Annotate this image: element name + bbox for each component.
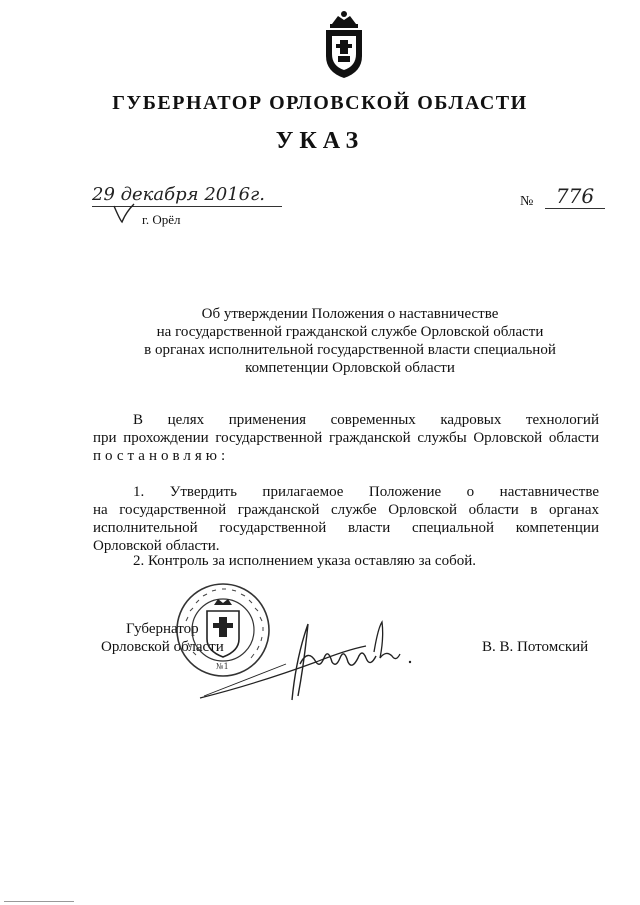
document-type-heading: УКАЗ [275,128,365,154]
item-1-line: 1. Утвердить прилагаемое Положение о наставничестве [133,484,599,500]
item-2-paragraph [93,552,599,570]
item-1-line: Орловской области. [93,538,220,554]
document-title [60,305,640,377]
handwritten-signature [196,618,416,702]
preamble-line: при прохождении государственной гражданской службы Орловской области [93,430,599,446]
decree-word: постановляю: [93,448,230,464]
title-line: на государственной гражданской службе Орловской области [156,324,544,340]
city-of-issue: г. Орёл [142,212,181,227]
seal-number: №1 [216,662,229,671]
number-label: № [520,194,534,209]
handwritten-check-mark [112,202,136,224]
handwritten-date: 29 декабря 2016г. [92,184,282,207]
preamble-line: В целях применения современных кадровых технологий [133,412,599,428]
preamble-paragraph [93,411,599,465]
issuer-heading: ГУБЕРНАТОР ОРЛОВСКОЙ ОБЛАСТИ [112,92,528,114]
signatory-name: В. В. Потомский [482,639,589,655]
item-1-line: исполнительной государственной власти специальной компетенции [93,520,599,536]
title-line: в органах исполнительной государственной власти специальной [144,342,556,358]
item-2-line: 2. Контроль за исполнением указа оставляю за собой. [133,553,476,569]
item-1-paragraph [93,483,599,555]
title-line: Об утверждении Положения о наставничестве [201,306,499,322]
handwritten-number: 776 [545,184,605,209]
item-1-line: на государственной гражданской службе Орловской области в органах [93,502,599,518]
coat-of-arms-emblem [318,8,370,80]
signatory-position-line1: Губернатор [126,621,199,637]
title-line: компетенции Орловской области [245,360,455,376]
footer-rule [4,901,74,902]
signatory-position-line2: Орловской области [101,639,224,655]
